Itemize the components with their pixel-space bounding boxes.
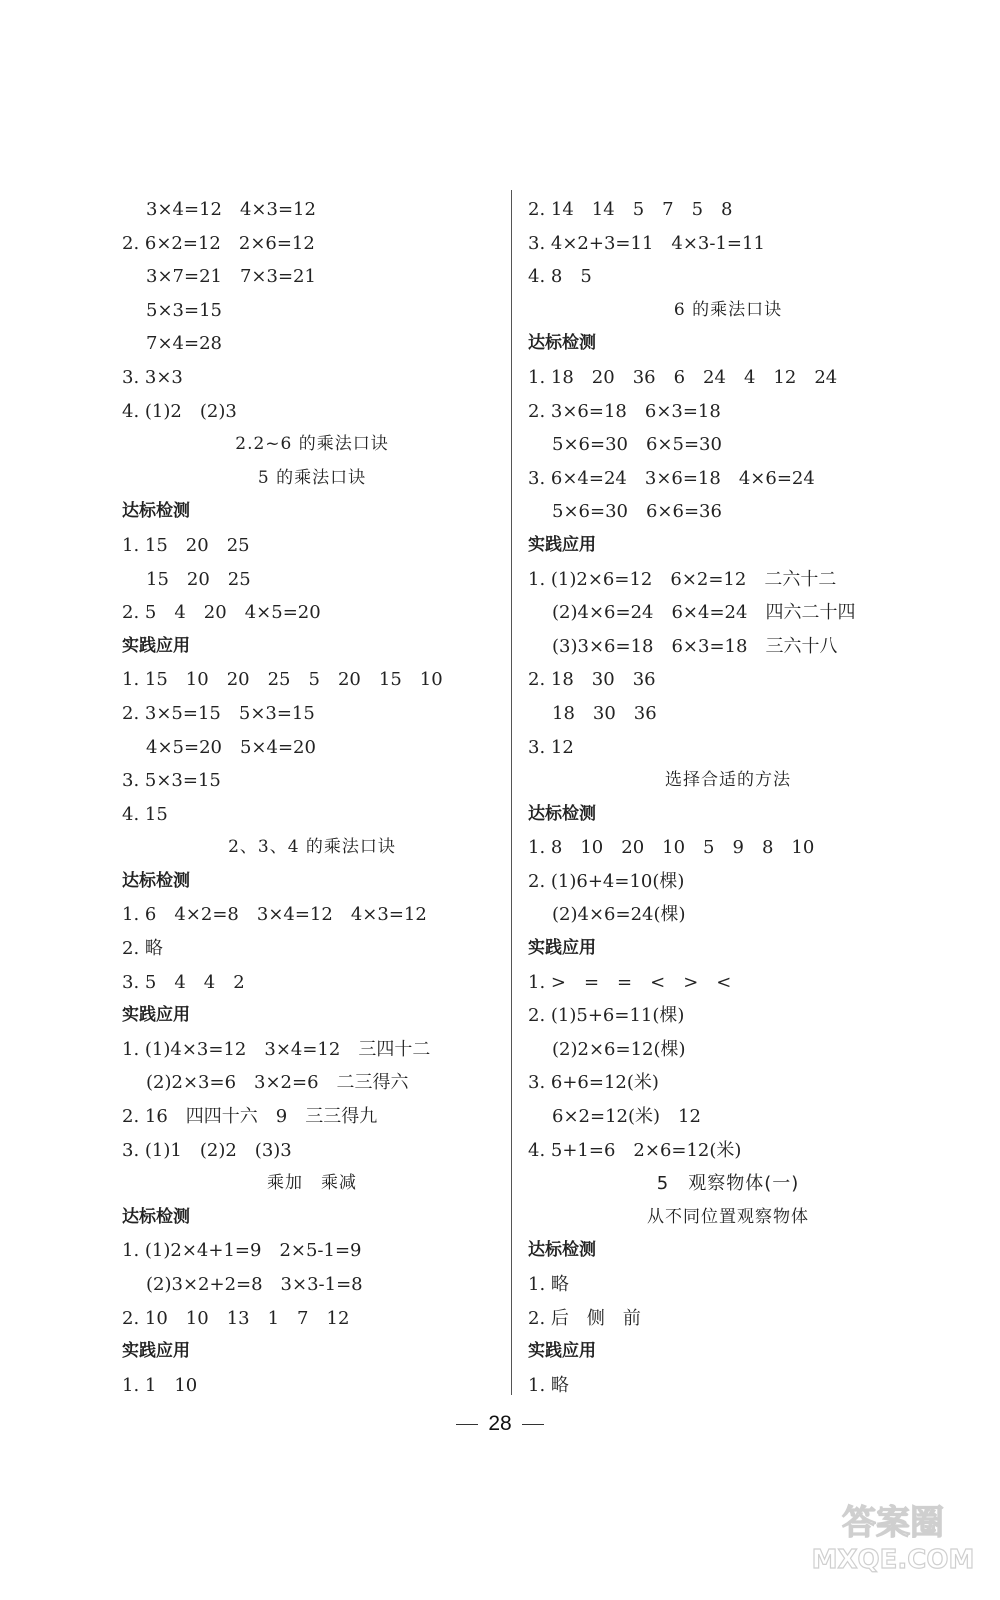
answer-line: 3. 4×2+3=11 4×3-1=11 bbox=[528, 232, 765, 254]
answer-line: 3. 12 bbox=[528, 736, 574, 758]
answer-line: 1. (1)4×3=12 3×4=12 三四十二 bbox=[122, 1038, 431, 1060]
answer-line-indented: (3)3×6=18 6×3=18 三六十八 bbox=[552, 635, 838, 657]
answer-line: 1. 略 bbox=[528, 1274, 569, 1295]
answer-line: 3. 5×3=15 bbox=[122, 770, 221, 792]
answer-line: 4. (1)2 (2)3 bbox=[122, 400, 237, 422]
column-divider bbox=[511, 190, 512, 1395]
answer-line: 2. 3×5=15 5×3=15 bbox=[122, 702, 315, 724]
footer-dash-left bbox=[456, 1424, 478, 1426]
answer-line: 2. 10 10 13 1 7 12 bbox=[122, 1307, 350, 1329]
answer-line-indented: 15 20 25 bbox=[146, 568, 251, 590]
answer-line-indented: 5×6=30 6×5=30 bbox=[552, 434, 722, 456]
answer-line: 2. 18 30 36 bbox=[528, 669, 656, 691]
page-footer bbox=[0, 1412, 1000, 1436]
section-heading: 达标检测 bbox=[122, 1206, 190, 1227]
section-heading: 达标检测 bbox=[528, 1240, 596, 1261]
answer-line-indented: 6×2=12(米) 12 bbox=[552, 1106, 701, 1128]
right-column bbox=[528, 193, 928, 1402]
answer-line: 4. 8 5 bbox=[528, 266, 592, 288]
section-heading: 实践应用 bbox=[122, 635, 190, 656]
answer-line: 3. 6×4=24 3×6=18 4×6=24 bbox=[528, 467, 815, 489]
answer-line-indented: (2)2×3=6 3×2=6 二三得六 bbox=[146, 1072, 409, 1094]
answer-line-indented: 18 30 36 bbox=[552, 702, 657, 724]
answer-line-indented: 5×6=30 6×6=36 bbox=[552, 501, 722, 523]
answer-line: 3. (1)1 (2)2 (3)3 bbox=[122, 1139, 292, 1161]
answer-line: 1. 18 20 36 6 24 4 12 24 bbox=[528, 366, 838, 388]
answer-line: 3. 5 4 4 2 bbox=[122, 971, 245, 993]
section-heading: 实践应用 bbox=[122, 1341, 190, 1362]
lesson-title: 乘加 乘减 bbox=[267, 1173, 357, 1194]
answer-line: 2. 16 四四十六 9 三三得九 bbox=[122, 1106, 378, 1128]
answer-line: 2. 后 侧 前 bbox=[528, 1307, 641, 1329]
answer-line: 1. 略 bbox=[528, 1374, 569, 1396]
lesson-title: 2、3、4 的乘法口诀 bbox=[228, 837, 396, 858]
answer-line: 1. (1)2×4+1=9 2×5-1=9 bbox=[122, 1240, 362, 1262]
answer-line: 2. 6×2=12 2×6=12 bbox=[122, 232, 315, 254]
answer-line-indented: 5×3=15 bbox=[146, 299, 222, 321]
answer-line: 1. > = = < > < bbox=[528, 971, 732, 993]
section-heading: 实践应用 bbox=[122, 1005, 190, 1026]
answer-line: 1. 6 4×2=8 3×4=12 4×3=12 bbox=[122, 904, 427, 926]
section-heading: 实践应用 bbox=[528, 938, 596, 959]
answer-line: 1. (1)2×6=12 6×2=12 二六十二 bbox=[528, 568, 837, 590]
answer-line-indented: (2)2×6=12(棵) bbox=[552, 1038, 686, 1060]
answer-line: 1. 15 20 25 bbox=[122, 534, 250, 556]
answer-line: 4. 5+1=6 2×6=12(米) bbox=[528, 1139, 742, 1161]
answer-line: 2. (1)6+4=10(棵) bbox=[528, 870, 685, 892]
lesson-title: 5 的乘法口诀 bbox=[257, 467, 367, 488]
answer-line: 1. 1 10 bbox=[122, 1374, 198, 1396]
watermark-text-bottom: MXQE.COM bbox=[811, 1545, 975, 1575]
watermark-logo bbox=[808, 1496, 978, 1576]
answer-line-indented: (2)3×2+2=8 3×3-1=8 bbox=[146, 1274, 363, 1295]
section-heading: 实践应用 bbox=[528, 534, 596, 555]
answer-line: 3. 6+6=12(米) bbox=[528, 1072, 659, 1094]
lesson-title: 选择合适的方法 bbox=[665, 770, 791, 791]
footer-dash-right bbox=[522, 1424, 544, 1426]
answer-line: 2. 略 bbox=[122, 938, 163, 960]
left-column bbox=[122, 193, 502, 1402]
lesson-title: 2.2~6 的乘法口诀 bbox=[235, 434, 389, 455]
answer-line-indented: 7×4=28 bbox=[146, 333, 222, 355]
answer-line: 2. 3×6=18 6×3=18 bbox=[528, 400, 721, 422]
page-number: 28 bbox=[488, 1412, 512, 1435]
answer-line-indented: 3×7=21 7×3=21 bbox=[146, 266, 316, 288]
answer-line: 2. (1)5+6=11(棵) bbox=[528, 1005, 685, 1027]
answer-line: 2. 5 4 20 4×5=20 bbox=[122, 602, 321, 624]
section-heading: 达标检测 bbox=[528, 803, 596, 824]
section-heading: 实践应用 bbox=[528, 1341, 596, 1362]
answer-line-indented: (2)4×6=24 6×4=24 四六二十四 bbox=[552, 602, 856, 624]
unit-title: 5 观察物体(一) bbox=[656, 1173, 800, 1195]
answer-line: 2. 14 14 5 7 5 8 bbox=[528, 199, 733, 220]
watermark-text-top: 答案圈 bbox=[842, 1503, 944, 1543]
answer-line: 1. 15 10 20 25 5 20 15 10 bbox=[122, 669, 443, 691]
answer-line: 1. 8 10 20 10 5 9 8 10 bbox=[528, 837, 815, 859]
section-heading: 达标检测 bbox=[122, 870, 190, 891]
answer-line-indented: 4×5=20 5×4=20 bbox=[146, 736, 316, 758]
section-heading: 达标检测 bbox=[122, 501, 190, 522]
lesson-title: 6 的乘法口诀 bbox=[673, 299, 783, 320]
answer-line-indented: (2)4×6=24(棵) bbox=[552, 904, 686, 926]
answer-line: 3. 3×3 bbox=[122, 366, 183, 388]
section-heading: 达标检测 bbox=[528, 333, 596, 354]
answer-line-indented: 3×4=12 4×3=12 bbox=[146, 199, 316, 220]
answer-line: 4. 15 bbox=[122, 803, 168, 825]
lesson-title: 从不同位置观察物体 bbox=[647, 1206, 809, 1227]
